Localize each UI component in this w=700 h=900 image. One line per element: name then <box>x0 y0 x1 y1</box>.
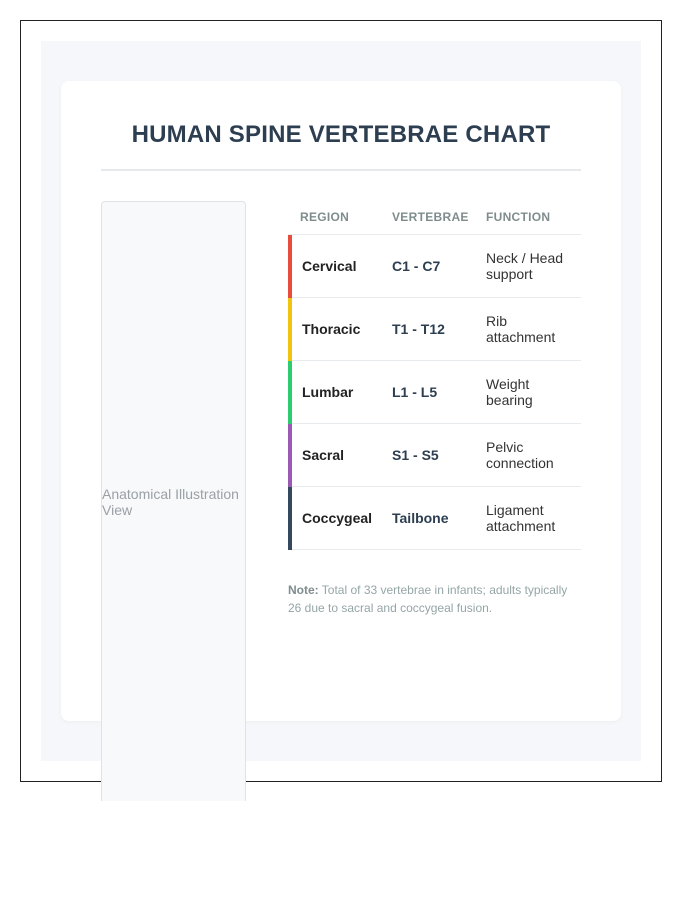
function-cell: Ligament attachment <box>486 502 556 534</box>
region-color-bar <box>288 487 292 550</box>
vertebrae-cell: T1 - T12 <box>392 321 445 337</box>
function-cell: Pelvic connection <box>486 439 554 471</box>
vertebrae-cell: S1 - S5 <box>392 447 439 463</box>
footnote <box>288 581 581 617</box>
table-header <box>288 201 581 235</box>
table-row <box>288 361 581 424</box>
region-color-bar <box>288 361 292 424</box>
page-title: HUMAN SPINE VERTEBRAE CHART <box>131 121 551 148</box>
vertebrae-cell: Tailbone <box>392 510 449 526</box>
region-cell: Cervical <box>302 258 357 274</box>
vertebrae-cell: C1 - C7 <box>392 258 441 274</box>
table-row <box>288 424 581 487</box>
chart-card <box>61 81 621 721</box>
region-cell: Sacral <box>302 447 345 463</box>
table-row <box>288 298 581 361</box>
function-cell: Rib attachment <box>486 313 556 345</box>
header-region: REGION <box>300 210 350 224</box>
region-color-bar <box>288 424 292 487</box>
table-row <box>288 487 581 550</box>
function-cell: Neck / Head support <box>486 250 564 282</box>
header-function: FUNCTION <box>486 210 551 224</box>
illustration-label: Anatomical Illustration View <box>102 485 239 518</box>
vertebrae-cell: L1 - L5 <box>392 384 438 400</box>
footnote-label: Note: <box>288 583 319 597</box>
page-frame <box>20 20 662 782</box>
header-vertebrae: VERTEBRAE <box>392 210 469 224</box>
region-cell: Lumbar <box>302 384 354 400</box>
table-row <box>288 235 581 298</box>
region-cell: Thoracic <box>302 321 361 337</box>
function-cell: Weight bearing <box>486 376 533 408</box>
region-cell: Coccygeal <box>302 510 373 526</box>
footnote-text: Total of 33 vertebrae in infants; adults typically 26 due to sacral and coccygeal fusion. <box>288 583 568 615</box>
illustration-placeholder <box>101 201 246 801</box>
region-color-bar <box>288 298 292 361</box>
title-divider <box>101 169 581 171</box>
region-color-bar <box>288 235 292 298</box>
background-panel <box>41 41 641 761</box>
vertebrae-table <box>288 201 581 550</box>
